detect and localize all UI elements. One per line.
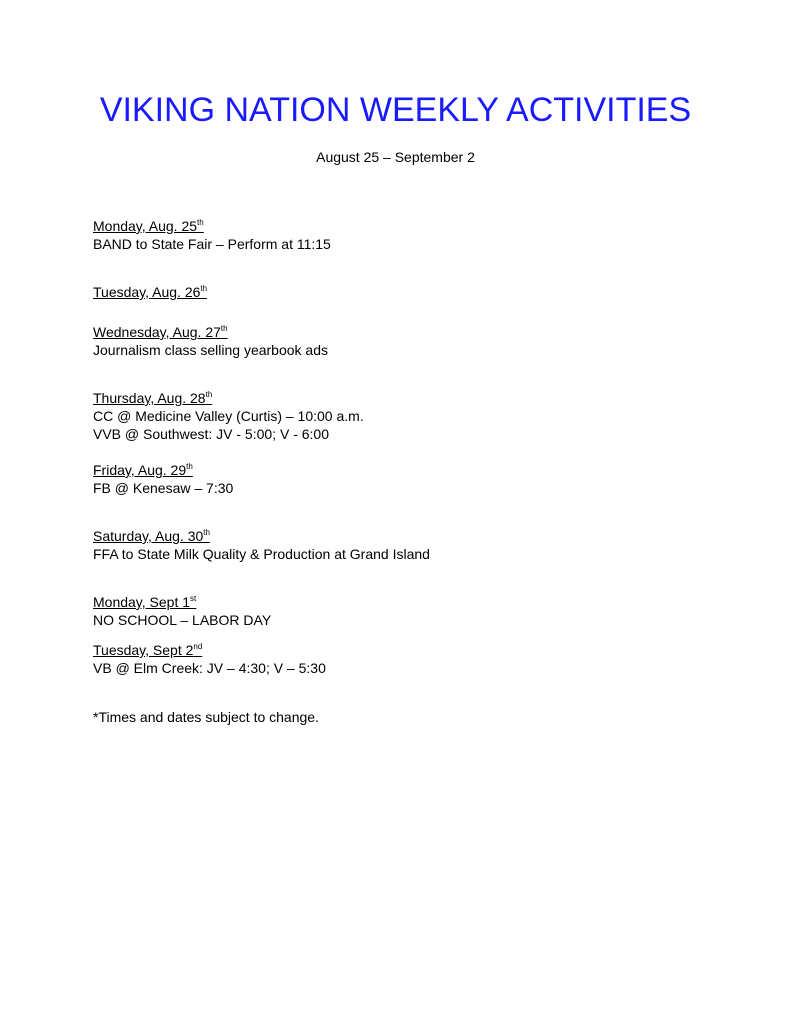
day-label: Monday, Sept 1	[93, 594, 191, 610]
day-heading	[93, 461, 733, 479]
page-title: VIKING NATION WEEKLY ACTIVITIES	[99, 91, 692, 129]
date-range: August 25 – September 2	[316, 149, 475, 165]
day-heading	[93, 527, 733, 545]
day-suffix: th	[197, 218, 204, 227]
day-block-tuesday-aug-26	[93, 283, 733, 301]
day-block-wednesday-aug-27	[93, 323, 733, 359]
event-line: FFA to State Milk Quality & Production at Grand Island	[93, 546, 430, 562]
day-label: Thursday, Aug. 28	[93, 390, 206, 406]
day-suffix: th	[203, 528, 210, 537]
day-heading	[93, 283, 733, 301]
day-block-tuesday-sept-2	[93, 641, 733, 677]
day-heading	[93, 389, 733, 407]
day-label: Tuesday, Sept 2	[93, 642, 194, 658]
day-label: Tuesday, Aug. 26	[93, 284, 201, 300]
day-suffix: th	[200, 284, 208, 293]
event-line: Journalism class selling yearbook ads	[93, 342, 328, 358]
event-line: NO SCHOOL – LABOR DAY	[93, 612, 272, 628]
day-block-monday-sept-1	[93, 593, 733, 629]
day-label: Monday, Aug. 25	[93, 218, 198, 234]
day-label: Friday, Aug. 29	[93, 462, 187, 478]
event-line: CC @ Medicine Valley (Curtis) – 10:00 a.m.	[93, 408, 364, 424]
day-suffix: nd	[193, 642, 203, 651]
day-label: Saturday, Aug. 30	[93, 528, 204, 544]
day-suffix: th	[186, 462, 193, 471]
day-label: Wednesday, Aug. 27	[93, 324, 221, 340]
day-heading	[93, 323, 733, 341]
day-suffix: st	[190, 594, 197, 603]
day-heading	[93, 593, 733, 611]
day-heading	[93, 641, 733, 659]
day-block-friday-aug-29	[93, 461, 733, 497]
event-line: BAND to State Fair – Perform at 11:15	[93, 236, 331, 252]
day-heading	[93, 217, 733, 235]
day-block-monday-aug-25	[93, 217, 733, 253]
day-block-saturday-aug-30	[93, 527, 733, 563]
day-block-thursday-aug-28	[93, 389, 733, 443]
footnote: *Times and dates subject to change.	[93, 709, 319, 725]
event-line: VB @ Elm Creek: JV – 4:30; V – 5:30	[93, 660, 326, 676]
event-line: VVB @ Southwest: JV - 5:00; V - 6:00	[93, 426, 329, 442]
day-suffix: th	[205, 390, 213, 399]
event-line: FB @ Kenesaw – 7:30	[93, 480, 234, 496]
day-suffix: th	[220, 324, 228, 333]
